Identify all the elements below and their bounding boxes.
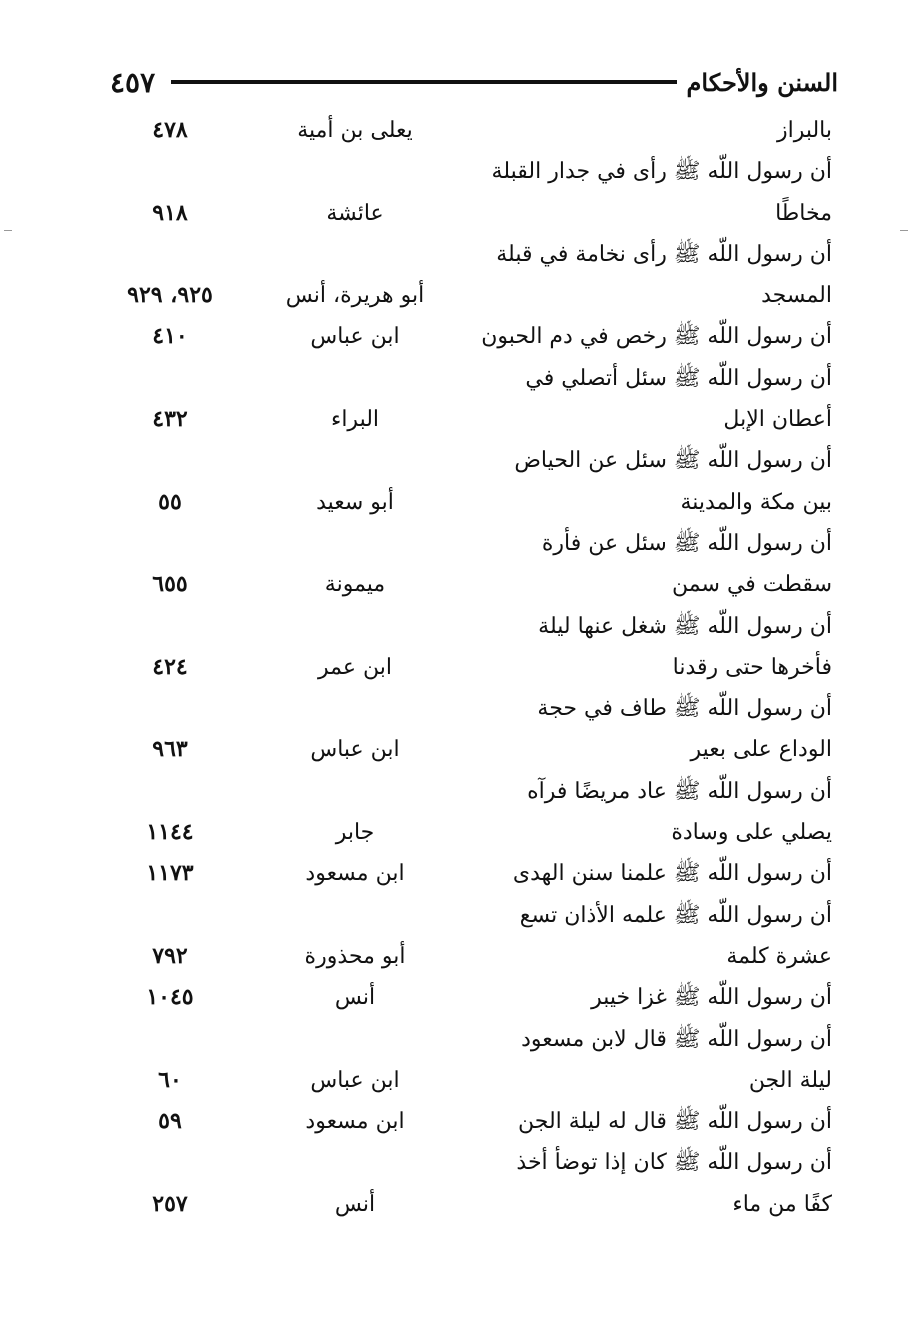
hadith-text: أن رسول اللّه ﷺ طاف في حجة (537, 696, 832, 722)
index-line (0, 358, 912, 399)
index-line (0, 688, 912, 729)
narrator-name: أنس (334, 985, 376, 1011)
hadith-text: عشرة كلمة (726, 943, 832, 969)
index-line (0, 812, 912, 853)
index-line (0, 1101, 912, 1142)
index-line (0, 936, 912, 977)
index-line (0, 523, 912, 564)
hadith-text: فأخرها حتى رقدنا (672, 654, 832, 680)
index-line (0, 771, 912, 812)
hadith-text: بالبراز (776, 118, 832, 143)
hadith-number (90, 358, 250, 399)
index-line (0, 193, 912, 234)
index-line (0, 1184, 912, 1225)
hadith-number: ١١٤٤ (146, 819, 194, 846)
index-line (0, 275, 912, 316)
narrator-name (270, 771, 440, 812)
hadith-number: ٥٥ (158, 488, 182, 515)
hadith-text: أن رسول اللّه ﷺ سئل عن الحياض (514, 448, 832, 474)
narrator-name: أبو هريرة، أنس (285, 283, 425, 309)
index-line (0, 482, 912, 523)
index-line (0, 151, 912, 192)
narrator-name (270, 606, 440, 647)
hadith-number (90, 1019, 250, 1060)
hadith-number (90, 606, 250, 647)
hadith-text: أن رسول اللّه ﷺ قال لابن مسعود (521, 1026, 832, 1052)
hadith-text: أن رسول اللّه ﷺ علمنا سنن الهدى (512, 861, 832, 887)
hadith-text: أعطان الإبل (723, 407, 832, 433)
hadith-text: الوداع على بعير (690, 737, 832, 763)
narrator-name: ابن عمر (318, 654, 392, 680)
hadith-number (90, 1142, 250, 1183)
hadith-text: أن رسول اللّه ﷺ كان إذا توضأ أخذ (516, 1150, 832, 1176)
hadith-number (90, 895, 250, 936)
narrator-name (270, 523, 440, 564)
narrator-name (270, 895, 440, 936)
hadith-text: أن رسول اللّه ﷺ رأى نخامة في قبلة (496, 241, 832, 267)
header-rule (171, 80, 676, 84)
narrator-name: ميمونة (324, 572, 386, 598)
hadith-text: المسجد (761, 283, 832, 309)
hadith-text: ليلة الجن (748, 1067, 832, 1093)
narrator-name (270, 688, 440, 729)
hadith-text: مخاطًا (775, 200, 832, 226)
narrator-name: يعلى بن أمية (297, 118, 413, 143)
hadith-text: أن رسول اللّه ﷺ رخص في دم الحبون (481, 324, 832, 350)
hadith-number: ٢٥٧ (152, 1190, 188, 1217)
index-line (0, 440, 912, 481)
index-line (0, 606, 912, 647)
narrator-name (270, 1142, 440, 1183)
narrator-name (270, 358, 440, 399)
hadith-number: ١٠٤٥ (146, 984, 194, 1011)
hadith-number: ٦٠ (158, 1066, 182, 1093)
hadith-number: ٤٢٤ (152, 653, 188, 680)
narrator-name: أبو سعيد (316, 489, 394, 515)
index-line (0, 895, 912, 936)
running-title: السنن والأحكام (686, 67, 838, 97)
index-line (0, 1019, 912, 1060)
narrator-name: ابن عباس (310, 324, 400, 350)
hadith-number: ٤٣٢ (152, 406, 188, 433)
hadith-text: كفًا من ماء (732, 1191, 832, 1217)
hadith-number (90, 523, 250, 564)
hadith-number (90, 771, 250, 812)
hadith-number: ٤٧٨ (152, 117, 188, 143)
narrator-name: عائشة (326, 200, 384, 226)
narrator-name (270, 440, 440, 481)
narrator-name: ابن عباس (310, 737, 400, 763)
hadith-text: أن رسول اللّه ﷺ عاد مريضًا فرآه (527, 778, 832, 804)
hadith-number: ٩٢٥، ٩٢٩ (127, 282, 213, 309)
narrator-name (270, 234, 440, 275)
hadith-number (90, 151, 250, 192)
hadith-number: ٥٩ (158, 1108, 182, 1135)
narrator-name (270, 1019, 440, 1060)
hadith-number: ١١٧٣ (146, 860, 194, 887)
hadith-number: ٤١٠ (152, 323, 188, 350)
hadith-text: أن رسول اللّه ﷺ غزا خيبر (591, 985, 832, 1011)
hadith-text: أن رسول اللّه ﷺ علمه الأذان تسع (519, 902, 832, 928)
narrator-name: أنس (334, 1191, 376, 1217)
index-line (0, 1060, 912, 1101)
hadith-number: ٩١٨ (152, 199, 188, 226)
hadith-text: سقطت في سمن (672, 572, 832, 598)
index-line (0, 853, 912, 894)
hadith-number (90, 234, 250, 275)
hadith-text: أن رسول اللّه ﷺ سئل أتصلي في (525, 365, 832, 391)
narrator-name: أبو محذورة (304, 943, 406, 969)
index-line (0, 110, 912, 151)
narrator-name: ابن مسعود (305, 861, 405, 887)
narrator-name: ابن مسعود (305, 1109, 405, 1135)
hadith-text: أن رسول اللّه ﷺ قال له ليلة الجن (518, 1109, 832, 1135)
hadith-text: بين مكة والمدينة (680, 489, 832, 515)
hadith-number: ٧٩٢ (152, 942, 188, 969)
hadith-number: ٩٦٣ (152, 736, 188, 763)
index-line (0, 564, 912, 605)
index-entries (0, 110, 912, 1225)
index-line (0, 1142, 912, 1183)
index-line (0, 399, 912, 440)
narrator-name: البراء (330, 407, 380, 433)
hadith-number: ٦٥٥ (152, 571, 188, 598)
index-line (0, 316, 912, 357)
hadith-text: أن رسول اللّه ﷺ رأى في جدار القبلة (491, 159, 832, 185)
page-header (110, 62, 838, 102)
index-line (0, 647, 912, 688)
hadith-number (90, 440, 250, 481)
page-number: ٤٥٧ (110, 65, 156, 99)
hadith-text: أن رسول اللّه ﷺ شغل عنها ليلة (538, 613, 832, 639)
hadith-text: يصلي على وسادة (671, 820, 832, 846)
index-line (0, 977, 912, 1018)
index-line (0, 729, 912, 770)
narrator-name: ابن عباس (310, 1067, 400, 1093)
narrator-name (270, 151, 440, 192)
narrator-name: جابر (335, 820, 375, 846)
hadith-text: أن رسول اللّه ﷺ سئل عن فأرة (541, 530, 832, 556)
index-line (0, 234, 912, 275)
hadith-number (90, 688, 250, 729)
